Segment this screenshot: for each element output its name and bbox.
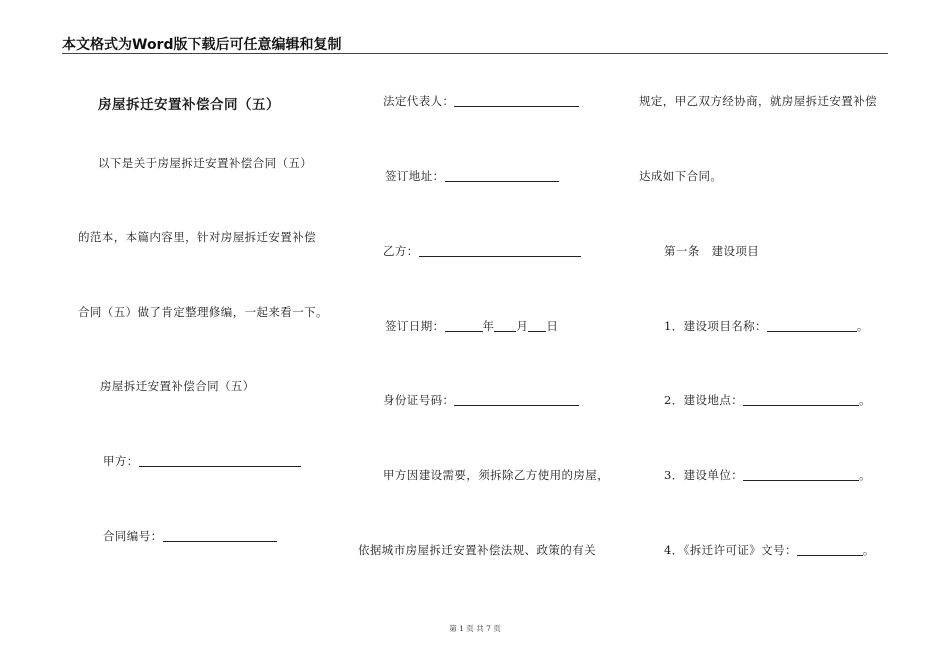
item-permit-no-label: 4．《拆迁许可证》文号： [664,543,797,557]
project-name-blank [767,319,857,332]
id-no-label: 身份证号码： [383,393,455,407]
item-location-label: 2．建设地点： [664,393,744,407]
item-project-name [664,318,869,334]
item-project-name-label: 1．建设项目名称： [664,319,767,333]
body-paragraph-line-4: 达成如下合同。 [639,169,723,183]
body-paragraph-line-2: 依据城市房屋拆迁安置补偿法规、政策的有关 [358,543,596,557]
year-blank [445,319,483,332]
month-blank [494,319,516,332]
party-a-blank [139,454,301,467]
body-paragraph-line-3: 规定，甲乙双方经协商，就房屋拆迁安置补偿 [639,94,877,108]
contract-no-label: 合同编号： [103,529,163,543]
item-period: 。 [859,393,872,407]
day-blank [528,319,546,332]
sign-place-label: 签订地址： [385,169,445,183]
sign-place-blank [445,169,559,182]
legal-rep-blank [454,94,579,107]
intro-line-2: 的范本，本篇内容里，针对房屋拆迁安置补偿 [78,230,316,244]
page-number: 第 1 页 共 7 页 [449,624,501,633]
id-no-field [383,392,579,408]
location-blank [743,393,859,406]
builder-blank [743,468,859,481]
contract-subtitle: 房屋拆迁安置补偿合同（五） [100,379,255,393]
legal-rep-field [383,93,579,109]
item-period: 。 [859,468,872,482]
body-paragraph-line-1: 甲方因建设需要，须拆除乙方使用的房屋， [383,468,610,482]
contract-no-blank [163,529,277,542]
contract-title: 房屋拆迁安置补偿合同（五） [98,97,280,113]
item-builder-label: 3．建设单位： [664,468,744,482]
year-label: 年 [482,319,495,333]
item-permit-no [664,542,875,558]
article-1-heading: 第一条 建设项目 [664,244,760,258]
sign-date-field [385,318,558,334]
legal-rep-label: 法定代表人： [383,94,455,108]
header-divider [62,53,888,54]
contract-no-field [103,528,277,544]
item-location [664,392,871,408]
day-label: 日 [546,319,559,333]
document-header: 本文格式为Word版下载后可任意编辑和复制 [62,37,342,53]
party-b-field [383,243,581,259]
item-builder [664,467,871,483]
party-b-blank [419,244,581,257]
permit-no-blank [797,543,863,556]
sign-date-label: 签订日期： [385,319,445,333]
party-a-field [103,453,301,469]
item-period: 。 [856,319,869,333]
party-a-label: 甲方： [103,454,139,468]
id-no-blank [454,393,579,406]
month-label: 月 [516,319,529,333]
item-period: 。 [862,543,875,557]
intro-line-3: 合同（五）做了肯定整理修编，一起来看一下。 [78,305,328,319]
intro-line-1: 以下是关于房屋拆迁安置补偿合同（五） [98,156,313,170]
sign-place-field [385,168,559,184]
party-b-label: 乙方： [383,244,419,258]
